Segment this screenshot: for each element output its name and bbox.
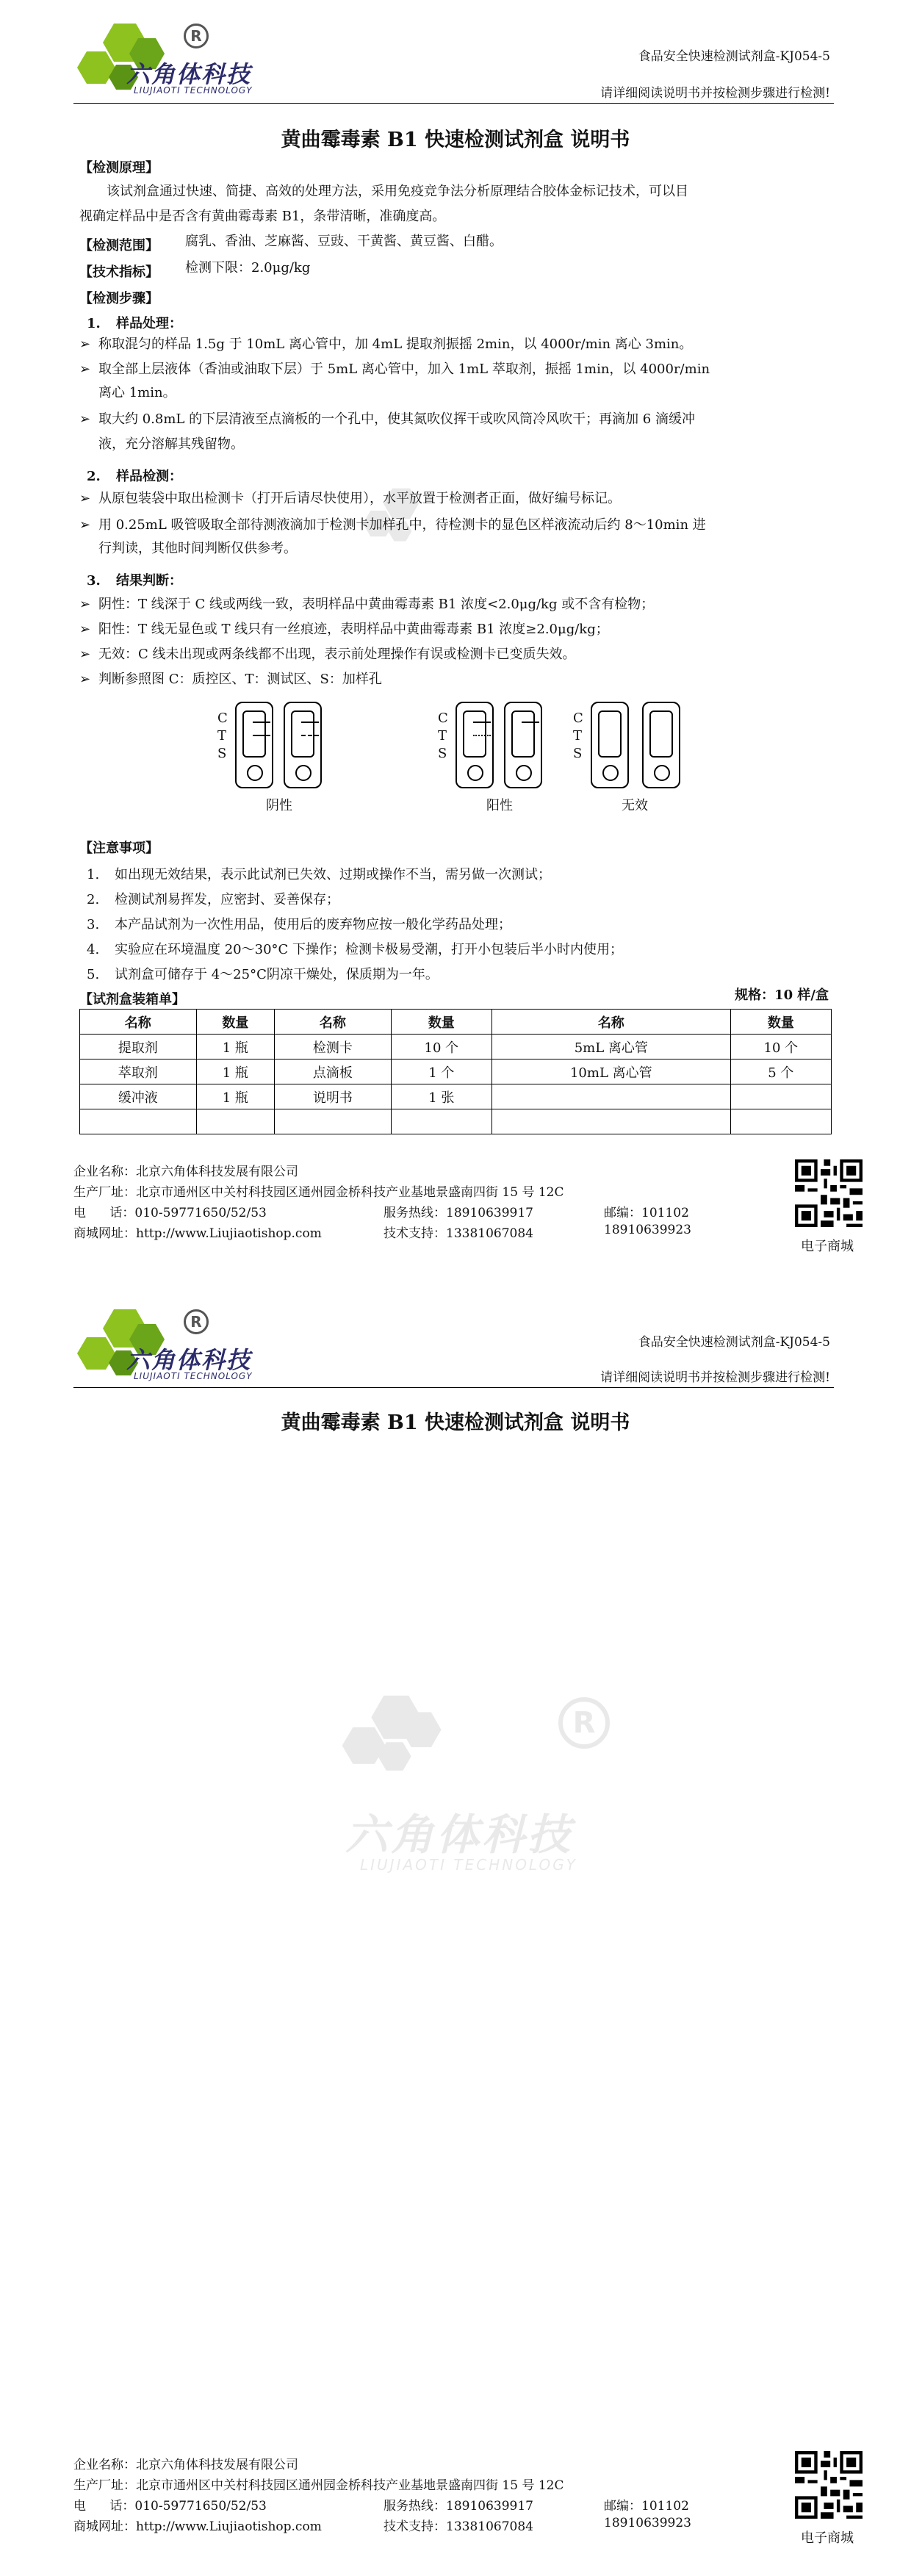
spec-heading: 【技术指标】 — [79, 265, 159, 280]
positive-card-2 — [504, 702, 542, 788]
registered-mark: R — [184, 24, 209, 48]
step1-item-text: 取大约 0.8mL 的下层清液至点滴板的一个孔中，使其氮吹仪挥干或吹风筒冷风吹干；再滴加 6 滴缓冲 — [98, 411, 695, 427]
watermark-cn: 六角体科技 — [345, 1810, 574, 1860]
principle-heading: 【检测原理】 — [79, 160, 159, 176]
footer-website[interactable]: 商城网址：http://www.Liujiaotishop.com — [73, 1226, 322, 1241]
footer-support: 技术支持：13381067084 — [384, 1226, 533, 1241]
footer-support-p2: 技术支持：13381067084 — [384, 2519, 533, 2534]
scope-heading: 【检测范围】 — [79, 238, 159, 253]
principle-text-1: 该试剂盒通过快速、简捷、高效的处理方法，采用免疫竞争法分析原理结合胶体金标记技术，可以目 — [107, 184, 688, 199]
step2-item-text: 用 0.25mL 吸管吸取全部待测液滴加于检测卡加样孔中，待检测卡的显色区样液流动后约 8～10min 进 — [98, 517, 706, 533]
kit-table — [79, 1009, 832, 1134]
invalid-card-2 — [642, 702, 680, 788]
header-divider — [73, 103, 834, 104]
positive-label: 阳性 — [486, 798, 513, 813]
notes-heading: 【注意事项】 — [79, 841, 159, 856]
step3-title-text: 结果判断： — [116, 573, 182, 589]
step1-item-3b — [79, 432, 829, 457]
step3-item-text: 阳性：T 线无显色或 T 线只有一丝痕迹，表明样品中黄曲霉毒素 B1 浓度≥2.0μg/kg； — [98, 622, 609, 637]
logo-en-text: LIUJIAOTI TECHNOLOGY — [134, 85, 253, 96]
steps-heading: 【检测步骤】 — [79, 291, 159, 306]
product-code-p2: 食品安全快速检测试剂盒-KJ054-5 — [638, 1335, 830, 1350]
step3-item-text: 无效：C 线未出现或两条线都不出现，表示前处理操作有误或检测卡已变质失效。 — [98, 647, 576, 662]
step1-item-2 — [79, 357, 829, 382]
company-logo-p2 — [73, 1308, 287, 1385]
cts-labels-inv: C T S — [573, 710, 583, 761]
step1-title — [87, 313, 182, 332]
arrow-bullet: ➢ — [79, 517, 91, 533]
page-title-p2: 黄曲霉毒素 B1 快速检测试剂盒 说明书 — [281, 1411, 630, 1434]
arrow-bullet: ➢ — [79, 491, 91, 506]
product-code: 食品安全快速检测试剂盒-KJ054-5 — [638, 49, 830, 64]
scope-text: 腐乳、香油、芝麻酱、豆豉、干黄酱、黄豆酱、白醋。 — [185, 234, 503, 249]
step1-item-1 — [79, 332, 829, 357]
header-divider-p2 — [73, 1387, 834, 1388]
step3-item-3 — [79, 642, 829, 667]
arrow-bullet: ➢ — [79, 672, 91, 687]
negative-label: 阴性 — [266, 798, 292, 813]
cts-labels-neg: C T S — [217, 710, 228, 761]
negative-card-2 — [284, 702, 322, 788]
step2-num: 2. — [87, 469, 101, 484]
arrow-bullet: ➢ — [79, 597, 91, 612]
step2-item-2b — [79, 536, 829, 561]
footer-address-p2: 生产厂址：北京市通州区中关村科技园区通州园金桥科技产业基地景盛南四街 15 号 12C — [73, 2478, 564, 2493]
logo-cn-text: 六角体科技 — [126, 1346, 252, 1374]
read-notice-p2: 请详细阅读说明书并按检测步骤进行检测! — [600, 1370, 830, 1385]
spec-text: 检测下限：2.0μg/kg — [185, 260, 311, 276]
step3-item-2 — [79, 617, 829, 642]
step3-num: 3. — [87, 573, 101, 589]
footer-company: 企业名称：北京六角体科技发展有限公司 — [73, 1165, 298, 1179]
cts-labels-pos: C T S — [438, 710, 448, 761]
footer-phone-p2: 电 话：010-59771650/52/53 — [73, 2499, 267, 2514]
step3-item-4 — [79, 667, 829, 692]
logo-en-text: LIUJIAOTI TECHNOLOGY — [134, 1371, 253, 1381]
note-1: 1. 如出现无效结果，表示此试剂已失效、过期或操作不当，需另做一次测试； — [87, 867, 551, 882]
step2-item-1 — [79, 486, 829, 511]
table-row — [80, 1109, 832, 1134]
footer-postcode-p2: 邮编：101102 — [604, 2499, 689, 2514]
step1-num: 1. — [87, 316, 101, 331]
principle-text-2: 视确定样品中是否含有黄曲霉毒素 B1，条带清晰，准确度高。 — [79, 209, 446, 224]
step1-item-2b — [79, 381, 829, 406]
step3-item-text: 阴性：T 线深于 C 线或两线一致，表明样品中黄曲霉毒素 B1 浓度<2.0μg/kg 或不含有检物； — [98, 597, 655, 612]
note-2: 2. 检测试剂易挥发，应密封、妥善保存； — [87, 892, 339, 907]
logo-cn-text: 六角体科技 — [126, 60, 252, 88]
kit-table-header: 名称 数量 名称 数量 名称 数量 — [80, 1010, 832, 1035]
step3-title — [87, 570, 182, 589]
qr-label-p2: 电子商城 — [801, 2530, 854, 2546]
footer-support-2-p2: 18910639923 — [604, 2516, 691, 2530]
invalid-label: 无效 — [622, 798, 648, 813]
step2-title — [87, 466, 182, 485]
hexagon-watermark-icon — [338, 1683, 463, 1793]
footer-address: 生产厂址：北京市通州区中关村科技园区通州园金桥科技产业基地景盛南四街 15 号 12C — [73, 1185, 564, 1200]
step1-item-text: 取全部上层液体（香油或油取下层）于 5mL 离心管中，加入 1mL 萃取剂，振摇 1min，以 4000r/min — [98, 361, 710, 377]
footer-website-p2[interactable]: 商城网址：http://www.Liujiaotishop.com — [73, 2519, 322, 2534]
step1-item-3 — [79, 407, 829, 432]
table-row: 缓冲液 1 瓶 说明书 1 张 — [80, 1084, 832, 1109]
footer-hotline: 服务热线：18910639917 — [384, 1206, 533, 1220]
step3-item-text: 判断参照图 C：质控区、T：测试区、S：加样孔 — [98, 672, 382, 687]
footer-support-2: 18910639923 — [604, 1223, 691, 1237]
kit-spec: 规格：10 样/盒 — [735, 987, 829, 1003]
positive-card-1 — [455, 702, 494, 788]
arrow-bullet: ➢ — [79, 411, 91, 427]
arrow-bullet: ➢ — [79, 647, 91, 662]
step1-title-text: 样品处理： — [116, 316, 182, 331]
note-4: 4. 实验应在环境温度 20～30°C 下操作；检测卡极易受潮，打开小包装后半小时内使用； — [87, 942, 624, 957]
footer-company-p2: 企业名称：北京六角体科技发展有限公司 — [73, 2458, 298, 2472]
note-5: 5. 试剂盒可储存于 4～25°C阴凉干燥处，保质期为一年。 — [87, 967, 439, 982]
table-row: 提取剂 1 瓶 检测卡 10 个 5mL 离心管 10 个 — [80, 1035, 832, 1059]
note-3: 3. 本产品试剂为一次性用品，使用后的废弃物应按一般化学药品处理； — [87, 917, 511, 932]
table-row: 萃取剂 1 瓶 点滴板 1 个 10mL 离心管 5 个 — [80, 1059, 832, 1084]
step1-item-text: 液，充分溶解其残留物。 — [98, 436, 244, 452]
kit-heading: 【试剂盒装箱单】 — [79, 992, 185, 1007]
registered-mark: R — [184, 1309, 209, 1334]
step2-item-text: 从原包装袋中取出检测卡（打开后请尽快使用），水平放置于检测者正面，做好编号标记。 — [98, 491, 621, 506]
arrow-bullet: ➢ — [79, 361, 91, 377]
watermark-reg: R — [558, 1697, 610, 1749]
step2-title-text: 样品检测： — [116, 469, 182, 484]
footer-postcode: 邮编：101102 — [604, 1206, 689, 1220]
invalid-card-1 — [591, 702, 629, 788]
step2-item-2 — [79, 513, 829, 538]
qr-code-icon[interactable] — [795, 2451, 863, 2519]
footer-hotline-p2: 服务热线：18910639917 — [384, 2499, 533, 2514]
page-title: 黄曲霉毒素 B1 快速检测试剂盒 说明书 — [281, 129, 630, 151]
qr-label: 电子商城 — [801, 1239, 854, 1254]
arrow-bullet: ➢ — [79, 337, 91, 352]
negative-card-1 — [235, 702, 273, 788]
footer-phone: 电 话：010-59771650/52/53 — [73, 1206, 267, 1220]
watermark-en: LIUJIAOTI TECHNOLOGY — [360, 1856, 577, 1874]
watermark-p2 — [338, 1683, 632, 1874]
step1-item-text: 称取混匀的样品 1.5g 于 10mL 离心管中，加 4mL 提取剂振摇 2min，以 4000r/min 离心 3min。 — [98, 337, 693, 352]
step3-item-1 — [79, 592, 829, 617]
arrow-bullet: ➢ — [79, 622, 91, 637]
company-logo — [73, 22, 287, 99]
read-notice: 请详细阅读说明书并按检测步骤进行检测! — [600, 86, 830, 101]
qr-code-icon[interactable] — [795, 1159, 863, 1227]
step2-item-text: 行判读，其他时间判断仅供参考。 — [98, 541, 297, 556]
step1-item-text: 离心 1min。 — [98, 385, 176, 400]
